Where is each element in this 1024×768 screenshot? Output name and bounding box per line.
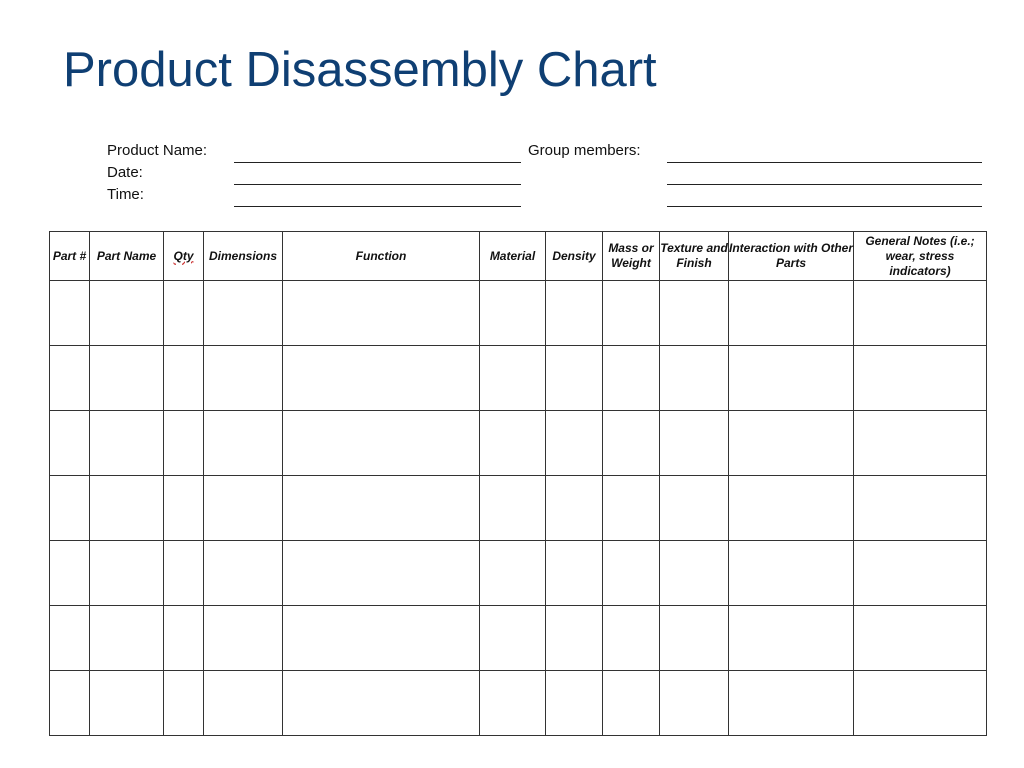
- table-cell[interactable]: [283, 281, 480, 346]
- table-cell[interactable]: [204, 476, 283, 541]
- table-cell[interactable]: [164, 411, 204, 476]
- table-cell[interactable]: [90, 346, 164, 411]
- group-member-field-2[interactable]: [667, 184, 982, 185]
- table-row: [50, 476, 987, 541]
- table-cell[interactable]: [283, 346, 480, 411]
- table-row: [50, 346, 987, 411]
- table-cell[interactable]: [164, 346, 204, 411]
- table-cell[interactable]: [90, 541, 164, 606]
- header-qty: [164, 232, 204, 281]
- table-cell[interactable]: [204, 411, 283, 476]
- header-density: Density: [546, 232, 603, 281]
- table-cell[interactable]: [603, 411, 660, 476]
- time-label: Time:: [107, 186, 144, 203]
- table-cell[interactable]: [660, 541, 729, 606]
- table-cell[interactable]: [90, 671, 164, 736]
- header-qty-label: Qty: [173, 248, 194, 263]
- table-cell[interactable]: [90, 281, 164, 346]
- table-cell[interactable]: [50, 476, 90, 541]
- table-cell[interactable]: [660, 606, 729, 671]
- date-label: Date:: [107, 164, 143, 181]
- table-cell[interactable]: [480, 476, 546, 541]
- table-cell[interactable]: [164, 476, 204, 541]
- table-cell[interactable]: [90, 606, 164, 671]
- date-field[interactable]: [234, 184, 521, 185]
- table-cell[interactable]: [283, 541, 480, 606]
- table-cell[interactable]: [603, 281, 660, 346]
- table-cell[interactable]: [854, 606, 987, 671]
- table-cell[interactable]: [603, 541, 660, 606]
- table-cell[interactable]: [729, 606, 854, 671]
- table-cell[interactable]: [164, 606, 204, 671]
- table-cell[interactable]: [480, 541, 546, 606]
- table-cell[interactable]: [729, 541, 854, 606]
- table-cell[interactable]: [660, 411, 729, 476]
- table-cell[interactable]: [546, 606, 603, 671]
- product-name-field[interactable]: [234, 162, 521, 163]
- table-cell[interactable]: [50, 541, 90, 606]
- table-cell[interactable]: [546, 476, 603, 541]
- header-dimensions: Dimensions: [204, 232, 283, 281]
- table-cell[interactable]: [283, 476, 480, 541]
- table-cell[interactable]: [729, 476, 854, 541]
- table-cell[interactable]: [283, 606, 480, 671]
- table-cell[interactable]: [660, 281, 729, 346]
- header-material: Material: [480, 232, 546, 281]
- group-members-label: Group members:: [528, 142, 641, 159]
- table-cell[interactable]: [480, 411, 546, 476]
- table-cell[interactable]: [50, 281, 90, 346]
- table-cell[interactable]: [204, 606, 283, 671]
- table-cell[interactable]: [164, 541, 204, 606]
- disassembly-table: [49, 231, 987, 736]
- time-field[interactable]: [234, 206, 521, 207]
- table-row: [50, 281, 987, 346]
- table-cell[interactable]: [729, 671, 854, 736]
- table-cell[interactable]: [729, 411, 854, 476]
- table-cell[interactable]: [204, 281, 283, 346]
- table-row: [50, 411, 987, 476]
- table-cell[interactable]: [204, 346, 283, 411]
- table-cell[interactable]: [546, 411, 603, 476]
- table-cell[interactable]: [90, 411, 164, 476]
- table-cell[interactable]: [546, 671, 603, 736]
- table-cell[interactable]: [283, 411, 480, 476]
- table-cell[interactable]: [729, 281, 854, 346]
- table-cell[interactable]: [546, 346, 603, 411]
- header-general-notes: General Notes (i.e.; wear, stress indicators): [854, 232, 987, 281]
- table-cell[interactable]: [283, 671, 480, 736]
- table-cell[interactable]: [50, 411, 90, 476]
- table-cell[interactable]: [660, 671, 729, 736]
- table-cell[interactable]: [164, 281, 204, 346]
- table-cell[interactable]: [480, 671, 546, 736]
- table-cell[interactable]: [660, 346, 729, 411]
- table-row: [50, 671, 987, 736]
- table-cell[interactable]: [50, 671, 90, 736]
- table-row: [50, 606, 987, 671]
- header-interaction: Interaction with Other Parts: [729, 232, 854, 281]
- table-cell[interactable]: [854, 346, 987, 411]
- table-cell[interactable]: [480, 606, 546, 671]
- table-row: [50, 541, 987, 606]
- table-cell[interactable]: [603, 606, 660, 671]
- header-row: [50, 232, 987, 281]
- table-cell[interactable]: [854, 671, 987, 736]
- table-cell[interactable]: [660, 476, 729, 541]
- table-cell[interactable]: [480, 281, 546, 346]
- header-texture-finish: Texture and Finish: [660, 232, 729, 281]
- table-cell[interactable]: [50, 606, 90, 671]
- table-cell[interactable]: [546, 281, 603, 346]
- table-cell[interactable]: [729, 346, 854, 411]
- table-cell[interactable]: [204, 671, 283, 736]
- table-cell[interactable]: [50, 346, 90, 411]
- table-cell[interactable]: [854, 281, 987, 346]
- table-cell[interactable]: [603, 671, 660, 736]
- table-cell[interactable]: [854, 476, 987, 541]
- group-member-field-1[interactable]: [667, 162, 982, 163]
- table-cell[interactable]: [603, 476, 660, 541]
- header-part-number: Part #: [50, 232, 90, 281]
- table-cell[interactable]: [90, 476, 164, 541]
- table-cell[interactable]: [164, 671, 204, 736]
- header-mass-weight: Mass or Weight: [603, 232, 660, 281]
- table-cell[interactable]: [546, 541, 603, 606]
- table-cell[interactable]: [603, 346, 660, 411]
- table-cell[interactable]: [204, 541, 283, 606]
- product-name-label: Product Name:: [107, 142, 208, 159]
- table-cell[interactable]: [854, 541, 987, 606]
- header-part-name: Part Name: [90, 232, 164, 281]
- header-function: Function: [283, 232, 480, 281]
- table-cell[interactable]: [854, 411, 987, 476]
- group-member-field-3[interactable]: [667, 206, 982, 207]
- table-cell[interactable]: [480, 346, 546, 411]
- page-title: Product Disassembly Chart: [63, 43, 657, 97]
